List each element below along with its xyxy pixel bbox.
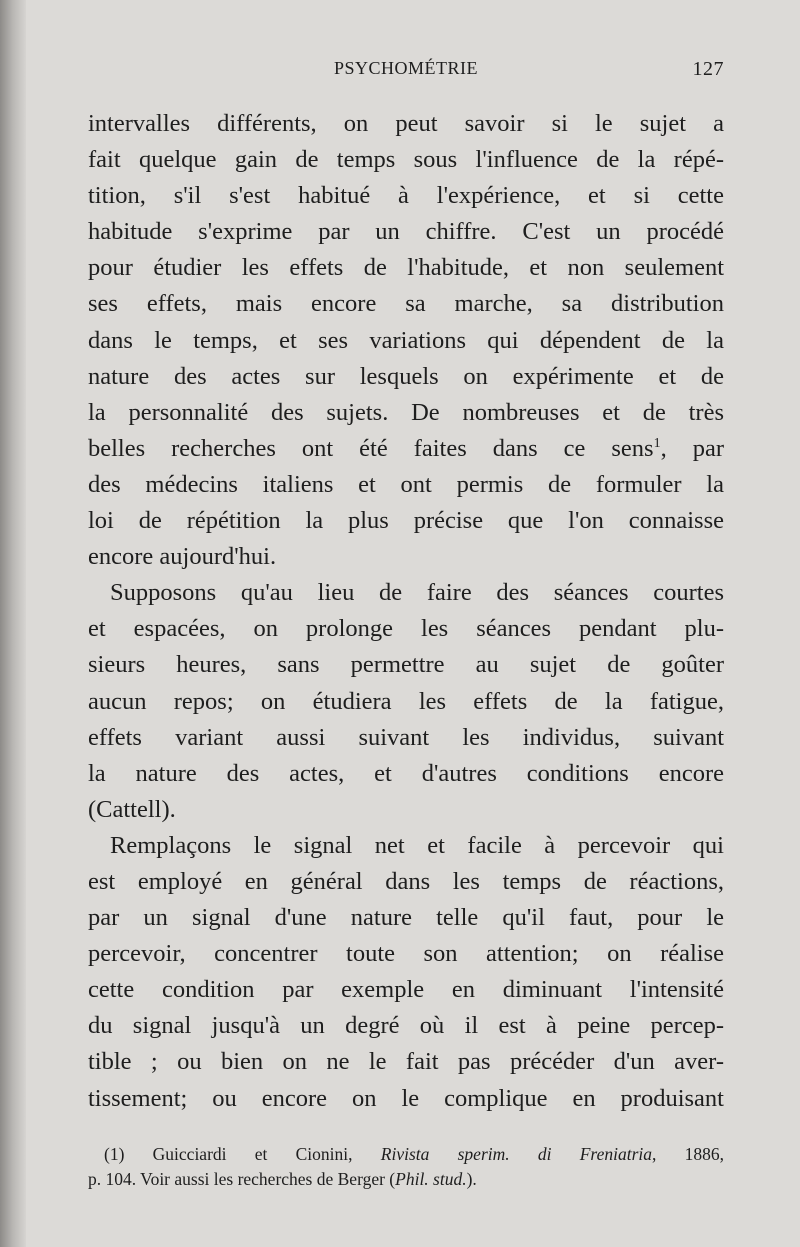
- text-line: loi de répétition la plus précise que l'on connaisse: [88, 507, 724, 535]
- body-text: [88, 106, 724, 1117]
- footnote-journal-2: Phil. stud.: [395, 1169, 467, 1189]
- text-line: la personnalité des sujets. De nombreuses et de très: [88, 398, 724, 426]
- text-line: habitude s'exprime par un chiffre. C'est un procédé: [88, 218, 724, 246]
- text-line: dans le temps, et ses variations qui dépendent de la: [88, 326, 724, 354]
- text-line: des médecins italiens et ont permis de formuler la: [88, 470, 724, 498]
- text-line: est employé en général dans les temps de réactions,: [88, 867, 724, 895]
- footnote-ref: 1: [653, 435, 661, 451]
- text-line: par un signal d'une nature telle qu'il faut, pour le: [88, 904, 724, 932]
- text-line: tible ; ou bien on ne le fait pas précéder d'un aver-: [88, 1048, 724, 1076]
- text-line: la nature des actes, et d'autres conditions encore: [88, 759, 724, 787]
- text-line: fait quelque gain de temps sous l'influence de la répé-: [88, 146, 724, 174]
- footnote-line2-end: ).: [466, 1169, 477, 1189]
- page-header: [88, 58, 724, 88]
- page-number: 127: [692, 58, 724, 80]
- footnote-line-1: [88, 1142, 724, 1167]
- text-line: du signal jusqu'à un degré où il est à peine percep-: [88, 1012, 724, 1040]
- text-line-tail: , par: [660, 434, 724, 462]
- footnote-marker: (1): [104, 1144, 125, 1164]
- footnote-authors: Guicciardi et Cionini,: [152, 1144, 353, 1164]
- text-line: tissement; ou encore on le complique en produisant: [88, 1084, 724, 1112]
- text-line: cette condition par exemple en diminuant l'intensité: [88, 976, 724, 1004]
- footnote: [88, 1142, 724, 1192]
- text-line: effets variant aussi suivant les individus, suivant: [88, 723, 724, 751]
- footnote-journal: Rivista sperim. di Freniatria: [380, 1144, 652, 1164]
- text-line: Remplaçons le signal net et facile à percevoir qui: [110, 831, 724, 859]
- text-line: aucun repos; on étudiera les effets de la fatigue,: [88, 687, 724, 715]
- text-line: pour étudier les effets de l'habitude, et non seulement: [88, 254, 724, 282]
- text-line: nature des actes sur lesquels on expérimente et de: [88, 362, 724, 390]
- running-title: PSYCHOMÉTRIE: [333, 58, 478, 78]
- footnote-line-2: [88, 1167, 724, 1192]
- text-line: sieurs heures, sans permettre au sujet de goûter: [88, 651, 724, 679]
- text-line-with-footnote-ref: [88, 431, 724, 467]
- text-line-head: belles recherches ont été faites dans ce sens: [88, 434, 654, 462]
- text-line: tition, s'il s'est habitué à l'expérience, et si cette: [88, 182, 724, 210]
- text-line: intervalles différents, on peut savoir si le sujet a: [88, 110, 724, 137]
- text-line: ses effets, mais encore sa marche, sa distribution: [88, 290, 724, 318]
- text-line: percevoir, concentrer toute son attention; on réalise: [88, 940, 724, 968]
- book-spine-shadow: [0, 0, 26, 1247]
- text-line: encore aujourd'hui.: [88, 543, 277, 571]
- text-line: et espacées, on prolonge les séances pendant plu-: [88, 615, 724, 643]
- footnote-line2-start: p. 104. Voir aussi les recherches de Berger (: [88, 1169, 396, 1189]
- text-line: (Cattell).: [88, 795, 176, 823]
- footnote-year: , 1886,: [652, 1144, 724, 1164]
- text-line: Supposons qu'au lieu de faire des séances courtes: [110, 579, 724, 607]
